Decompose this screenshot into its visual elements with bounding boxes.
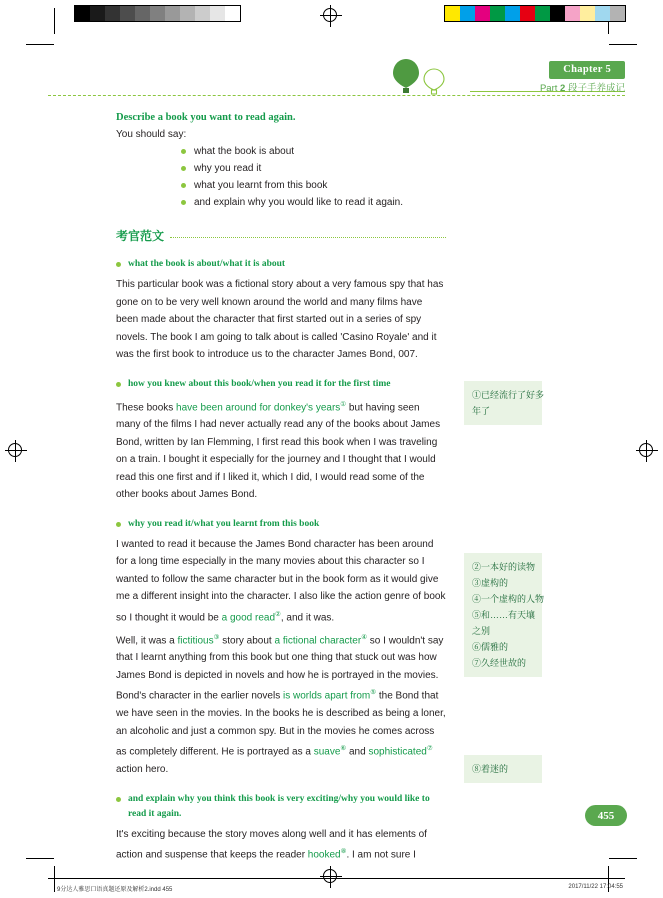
answer-heading: what the book is about/what it is about — [116, 257, 446, 272]
page-number-badge: 455 — [585, 805, 627, 826]
note-line: ④一个虚构的人物 — [472, 594, 545, 604]
note-line: ⑥儒雅的 — [472, 642, 509, 652]
section-divider — [170, 237, 446, 238]
list-item: what the book is about — [181, 143, 451, 160]
part-label — [540, 80, 625, 94]
answer-heading: how you knew about this book/when you read it for the first time — [116, 377, 446, 392]
list-item: and explain why you would like to read it again. — [181, 194, 451, 211]
list-item: why you read it — [181, 160, 451, 177]
part-prefix: Part — [539, 83, 558, 94]
note-line: ③虚构的 — [472, 578, 509, 588]
note-line: 之别 — [472, 626, 491, 636]
note-line: ⑦久经世故的 — [472, 658, 527, 668]
footer-divider — [48, 878, 625, 879]
footer-timestamp: 2017/11/22 17:04:55 — [568, 884, 623, 890]
note-line: ⑤和……有天壤 — [472, 610, 536, 620]
answer-paragraph: This particular book was a fictional story about a very famous spy that has gone on to be very well known around the world and many films have been made about the character that first started out in a series of spy novels. The book I am going to talk about is called 'Casino Royale' and it was the first book to introduce us to the character James Bond, 007. — [116, 279, 444, 360]
note-line: ②一本好的读物 — [472, 562, 536, 572]
note-line: 年了 — [472, 406, 491, 416]
topic-prompt: You should say: — [116, 129, 187, 140]
answer-heading: and explain why you think this book is very exciting/why you would like to read it again. — [116, 792, 446, 822]
margin-note-2 — [464, 553, 545, 677]
section-header — [116, 227, 446, 244]
answer-paragraph: These books have been around for donkey's years① but having seen many of the films I had never actually read any of the books about James Bond, written by Ian Flemming, I first read this book when I was traveling on a train. I bought it especially for the journey and I thought that I would read this one first and if I liked it, which I did, I would read some of the other books about James Bond. — [116, 400, 441, 501]
topic-bullet-list — [181, 143, 451, 211]
note-line: ①已经流行了好多 — [472, 390, 545, 400]
header-dashed-rule — [48, 95, 625, 96]
part-number: 2 — [560, 83, 566, 94]
list-item: what you learnt from this book — [181, 177, 451, 194]
answer-paragraph: Well, it was a fictitious③ story about a fictional character④ so I wouldn't say that I learnt anything from this book but one thing that stuck out was how James Bond is depicted in novels and how he is portrayed in the movies. Bond's character in the earlier novels is worlds apart from⑤ the Bond that we have seen in the movies. In the books he is described as being a loner, an alcoholic and just a common spy. But in the movies he comes across as completely different. He is portrayed as a suave⑥ and sophisticated⑦ action hero. — [116, 633, 446, 776]
hot-air-balloon-icon — [392, 57, 456, 97]
answer-paragraph: It's exciting because the story moves along well and it has elements of action and suspense that keeps the reader hooked⑧. I am not sure I — [116, 828, 427, 861]
margin-note-3 — [464, 755, 542, 783]
footer-filename: 9分达人雅思口语真题还原及解析2.indd 455 — [57, 887, 173, 893]
section-title: 考官范文 — [116, 229, 165, 243]
answer-heading: why you read it/what you learnt from this book — [116, 517, 446, 532]
part-title: 段子手养成记 — [567, 83, 625, 94]
answer-paragraph: I wanted to read it because the James Bond character has been around for a long time especially in the many movies about this character so I wanted to follow the same character but in the book form as it would give me a different insight into the character. I also like the action genre of book so I thought it would be a good read②, and it was. — [116, 538, 446, 624]
note-line: ⑧着迷的 — [472, 764, 509, 774]
article-body — [116, 112, 446, 866]
topic-title: Describe a book you want to read again. — [116, 112, 296, 123]
chapter-badge: Chapter 5 — [549, 61, 625, 79]
margin-note-1 — [464, 381, 545, 425]
